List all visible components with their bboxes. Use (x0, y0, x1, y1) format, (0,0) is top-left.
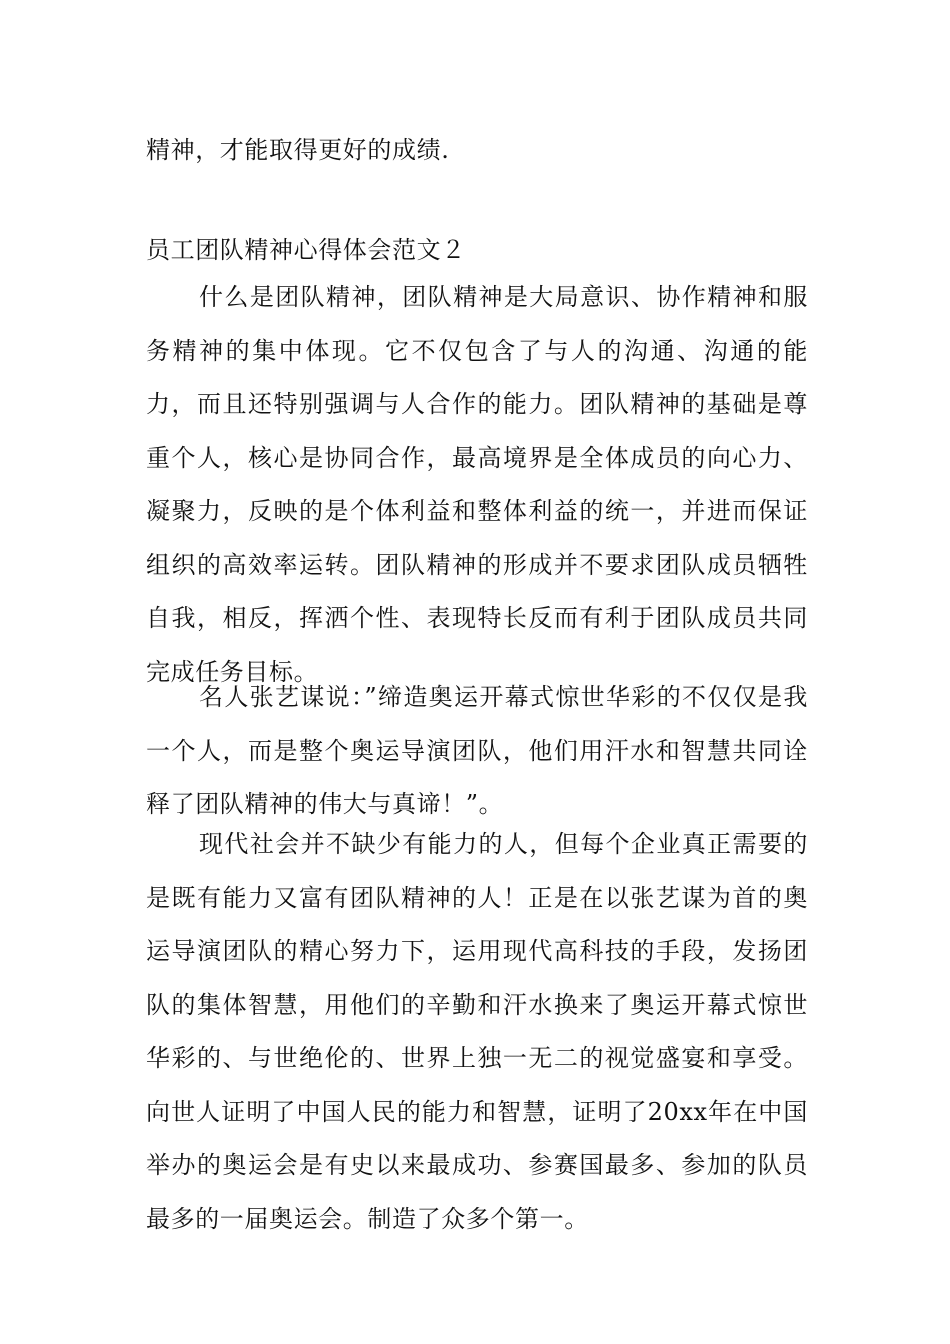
paragraph-zhang-yimou-quote: 名人张艺谋说：”缔造奥运开幕式惊世华彩的不仅仅是我一个人，而是整个奥运导演团队，他们用汗水和智慧共同诠释了团队精神的伟大与真谛！”。 (146, 683, 808, 818)
paragraph-olympic-team: 现代社会并不缺少有能力的人，但每个企业真正需要的是既有能力又富有团队精神的人！正是在以张艺谋为首的奥运导演团队的精心努力下，运用现代高科技的手段，发扬团队的集体智慧，用他们的辛勤和汗水换来了奥运开幕式惊世华彩的、与世绝伦的、世界上独一无二的视觉盛宴和享受。向世人证明了中国人民的能力和智慧，证明了20xx年在中国举办的奥运会是有史以来最成功、参赛国最多、参加的队员最多的一届奥运会。制造了众多个第一。 (146, 830, 808, 1233)
section-title: 员工团队精神心得体会范文２ (146, 236, 466, 264)
continuation-paragraph: 精神，才能取得更好的成绩. (146, 136, 450, 164)
paragraph-team-spirit-definition: 什么是团队精神，团队精神是大局意识、协作精神和服务精神的集中体现。它不仅包含了与人的沟通、沟通的能力，而且还特别强调与人合作的能力。团队精神的基础是尊重个人，核心是协同合作，最高境界是全体成员的向心力、凝聚力，反映的是个体利益和整体利益的统一，并进而保证组织的高效率运转。团队精神的形成并不要求团队成员牺牲自我，相反，挥洒个性、表现特长反而有利于团队成员共同完成任务目标。 (146, 283, 808, 686)
